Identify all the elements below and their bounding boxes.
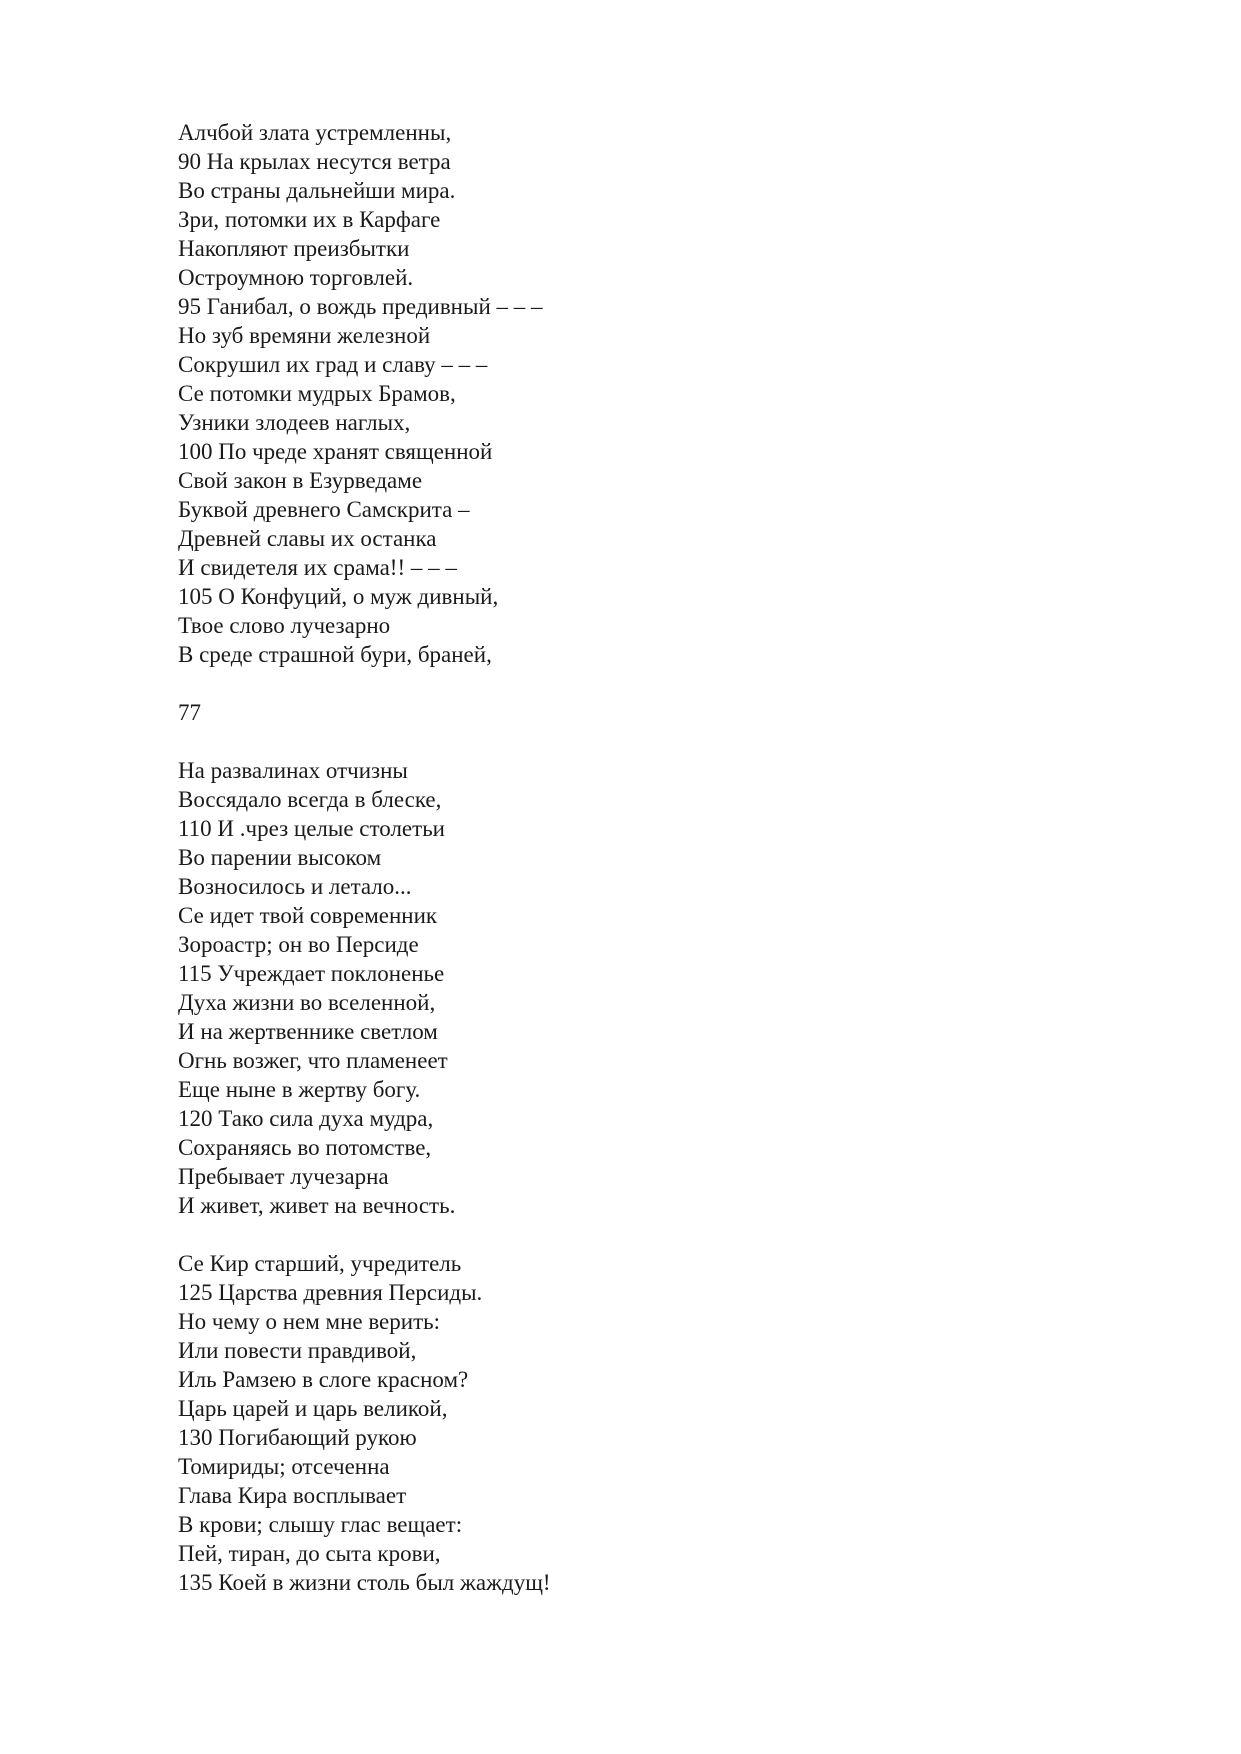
poem-line: Пей, тиран, до сыта крови, (178, 1541, 441, 1566)
poem-line: Огнь возжег, что пламенеет (178, 1048, 448, 1073)
poem-line: Се идет твой современник (178, 903, 438, 928)
poem-line: Свой закон в Езурведаме (178, 468, 423, 493)
poem-line: Буквой древнего Самскрита – (178, 497, 470, 522)
poem-line: 135 Коей в жизни столь был жаждущ! (178, 1570, 551, 1595)
poem-line: 90 На крылах несутся ветра (178, 149, 451, 174)
poem-line: 125 Царства древния Персиды. (178, 1280, 483, 1305)
poem-line: И живет, живет на вечность. (178, 1193, 456, 1218)
poem-line: Узники злодеев наглых, (178, 410, 411, 435)
poem-line: Древней славы их останка (178, 526, 437, 551)
poem-line: 100 По чреде хранят священной (178, 439, 493, 464)
poem-line: Во парении высоком (178, 845, 382, 870)
blank-line (178, 669, 1078, 698)
poem-text (178, 118, 1078, 1597)
poem-line: И на жертвеннике светлом (178, 1019, 438, 1044)
poem-line: Воссядало всегда в блеске, (178, 787, 442, 812)
blank-line (178, 727, 1078, 756)
poem-line: Томириды; отсеченна (178, 1454, 390, 1479)
poem-line: Твое слово лучезарно (178, 613, 391, 638)
poem-line: Духа жизни во вселенной, (178, 990, 436, 1015)
poem-line: Глава Кира восплывает (178, 1483, 407, 1508)
poem-line: Еще ныне в жертву богу. (178, 1077, 421, 1102)
poem-line: Алчбой злата устремленны, (178, 120, 452, 145)
poem-line: Или повести правдивой, (178, 1338, 417, 1363)
poem-line: Пребывает лучезарна (178, 1164, 389, 1189)
poem-line: Сохраняясь во потомстве, (178, 1135, 432, 1160)
poem-line: 120 Тако сила духа мудра, (178, 1106, 434, 1131)
poem-line: И свидетеля их срама!! – – – (178, 555, 457, 580)
poem-line: Остроумною торговлей. (178, 265, 414, 290)
poem-line: Возносилось и летало... (178, 874, 412, 899)
poem-line: В крови; слышу глас вещает: (178, 1512, 463, 1537)
poem-line: Зри, потомки их в Карфаге (178, 207, 441, 232)
poem-line: 110 И .чрез целые столетьи (178, 816, 445, 841)
poem-line: Се потомки мудрых Брамов, (178, 381, 456, 406)
poem-line: Зороастр; он во Персиде (178, 932, 419, 957)
poem-line: Но чему о нем мне верить: (178, 1309, 441, 1334)
poem-line: Накопляют преизбытки (178, 236, 410, 261)
poem-line: 105 О Конфуций, о муж дивный, (178, 584, 499, 609)
poem-line: Во страны дальнейши мира. (178, 178, 456, 203)
blank-line (178, 1220, 1078, 1249)
poem-line: 115 Учреждает поклоненье (178, 961, 445, 986)
poem-line: Иль Рамзею в слоге красном? (178, 1367, 469, 1392)
poem-line: В среде страшной бури, браней, (178, 642, 492, 667)
poem-line: На развалинах отчизны (178, 758, 408, 783)
poem-line: Сокрушил их град и славу – – – (178, 352, 488, 377)
poem-line: 95 Ганибал, о вождь предивный – – – (178, 294, 543, 319)
poem-line: Се Кир старший, учредитель (178, 1251, 462, 1276)
page-number: 77 (178, 700, 201, 725)
poem-line: Но зуб времяни железной (178, 323, 431, 348)
poem-line: Царь царей и царь великой, (178, 1396, 448, 1421)
poem-line: 130 Погибающий рукою (178, 1425, 417, 1450)
